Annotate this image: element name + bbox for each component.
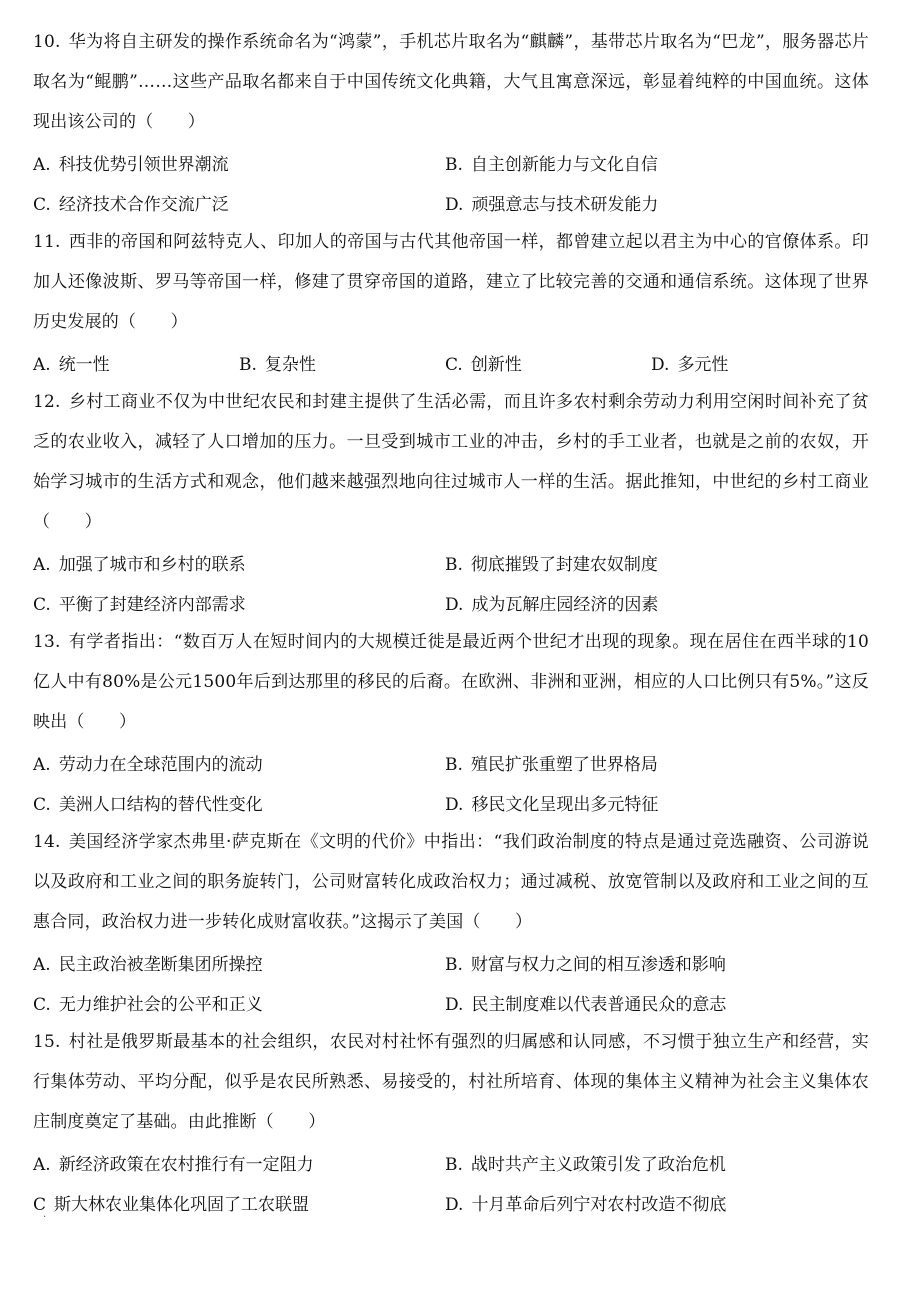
options-row xyxy=(33,742,869,782)
option-letter: B. xyxy=(445,554,463,575)
option-letter: B. xyxy=(445,954,463,975)
option-text: 统一性 xyxy=(58,354,110,375)
options-row xyxy=(33,1182,869,1222)
option-text: 劳动力在全球范围内的流动 xyxy=(58,754,263,775)
options-group xyxy=(33,942,869,1022)
option-letter: A. xyxy=(33,354,51,375)
option-a[interactable] xyxy=(33,950,445,975)
option-d[interactable] xyxy=(445,590,857,615)
question-stem xyxy=(33,822,869,942)
option-text: 加强了城市和乡村的联系 xyxy=(58,554,246,575)
option-c[interactable] xyxy=(445,350,651,375)
option-c[interactable] xyxy=(33,790,445,815)
options-row xyxy=(33,982,869,1022)
option-letter: C. xyxy=(33,794,51,815)
option-text: 战时共产主义政策引发了政治危机 xyxy=(470,1154,726,1175)
question-number: 11. xyxy=(33,232,61,252)
question-text: 有学者指出：“数百万人在短时间内的大规模迁徙是最近两个世纪才出现的现象。现在居住在西半球的10亿人中有80%是公元1500年后到达那里的移民的后裔。在欧洲、非洲和亚洲，相应的人口比例只有5%。”这反映出（ ） xyxy=(33,632,869,732)
option-a[interactable] xyxy=(33,350,239,375)
options-row xyxy=(33,342,869,382)
option-text: 经济技术合作交流广泛 xyxy=(58,194,229,215)
option-letter: A. xyxy=(33,1154,51,1175)
question-13 xyxy=(33,622,869,822)
question-11 xyxy=(33,222,869,382)
option-text: 成为瓦解庄园经济的因素 xyxy=(471,594,659,615)
option-a[interactable] xyxy=(33,1150,445,1175)
option-b[interactable] xyxy=(239,350,445,375)
question-stem xyxy=(33,22,869,142)
options-row xyxy=(33,142,869,182)
option-d[interactable] xyxy=(445,790,857,815)
question-15 xyxy=(33,1022,869,1222)
question-text: 西非的帝国和阿兹特克人、印加人的帝国与古代其他帝国一样，都曾建立起以君主为中心的官僚体系。印加人还像波斯、罗马等帝国一样，修建了贯穿帝国的道路，建立了比较完善的交通和通信系统。这体现了世界历史发展的（ ） xyxy=(33,232,869,332)
option-text: 顽强意志与技术研发能力 xyxy=(471,194,659,215)
question-number: 10. xyxy=(33,32,61,52)
option-c[interactable] xyxy=(33,590,445,615)
option-b[interactable] xyxy=(445,750,857,775)
option-letter: D. xyxy=(445,994,464,1015)
options-group xyxy=(33,542,869,622)
question-text: 华为将自主研发的操作系统命名为“鸿蒙”，手机芯片取名为“麒麟”，基带芯片取名为“巴龙”，服务器芯片取名为“鲲鹏”……这些产品取名都来自于中国传统文化典籍，大气且寓意深远，彰显着纯粹的中国血统。这体现出该公司的（ ） xyxy=(33,32,869,132)
option-letter: D. xyxy=(445,594,464,615)
option-letter: D. xyxy=(445,794,464,815)
question-stem xyxy=(33,1022,869,1142)
option-b[interactable] xyxy=(445,150,857,175)
option-a[interactable] xyxy=(33,150,445,175)
option-c[interactable] xyxy=(33,1190,445,1215)
option-d[interactable] xyxy=(651,350,857,375)
options-group xyxy=(33,742,869,822)
option-letter: C. xyxy=(33,194,51,215)
option-b[interactable] xyxy=(445,1150,857,1175)
option-c[interactable] xyxy=(33,990,445,1015)
options-row xyxy=(33,582,869,622)
question-stem xyxy=(33,222,869,342)
option-text: 新经济政策在农村推行有一定阻力 xyxy=(58,1154,314,1175)
question-14 xyxy=(33,822,869,1022)
question-10 xyxy=(33,22,869,222)
question-text: 村社是俄罗斯最基本的社会组织，农民对村社怀有强烈的归属感和认同感，不习惯于独立生产和经营，实行集体劳动、平均分配，似乎是农民所熟悉、易接受的，村社所培育、体现的集体主义精神为社会主义集体农庄制度奠定了基础。由此推断（ ） xyxy=(33,1032,869,1132)
option-letter: D. xyxy=(651,354,670,375)
option-text: 创新性 xyxy=(470,354,522,375)
options-row xyxy=(33,782,869,822)
question-text: 美国经济学家杰弗里·萨克斯在《文明的代价》中指出：“我们政治制度的特点是通过竞选融资、公司游说以及政府和工业之间的职务旋转门，公司财富转化成政治权力；通过减税、放宽管制以及政府和工业之间的互惠合同，政治权力进一步转化成财富收获。”这揭示了美国（ ） xyxy=(33,832,869,932)
option-text: 美洲人口结构的替代性变化 xyxy=(58,794,263,815)
option-text: 无力维护社会的公平和正义 xyxy=(58,994,263,1015)
option-letter: C xyxy=(33,1194,47,1215)
stray-mark: · xyxy=(43,1212,47,1223)
option-letter: A. xyxy=(33,954,51,975)
option-letter: B. xyxy=(239,354,257,375)
option-text: 彻底摧毁了封建农奴制度 xyxy=(470,554,658,575)
option-a[interactable] xyxy=(33,750,445,775)
option-text: 民主政治被垄断集团所操控 xyxy=(58,954,263,975)
option-b[interactable] xyxy=(445,950,857,975)
option-letter: C. xyxy=(33,594,51,615)
option-text: 复杂性 xyxy=(264,354,316,375)
option-letter: D. xyxy=(445,1194,464,1215)
options-row xyxy=(33,1142,869,1182)
option-d[interactable] xyxy=(445,990,857,1015)
option-text: 科技优势引领世界潮流 xyxy=(58,154,229,175)
option-text: 平衡了封建经济内部需求 xyxy=(58,594,246,615)
option-text: 殖民扩张重塑了世界格局 xyxy=(470,754,658,775)
option-letter: B. xyxy=(445,1154,463,1175)
option-letter: A. xyxy=(33,754,51,775)
option-letter: B. xyxy=(445,154,463,175)
question-sheet xyxy=(33,22,869,1222)
option-text: 多元性 xyxy=(677,354,729,375)
options-group xyxy=(33,342,869,382)
question-number: 14. xyxy=(33,832,61,852)
option-d[interactable] xyxy=(445,1190,857,1215)
option-d[interactable] xyxy=(445,190,857,215)
option-text: 移民文化呈现出多元特征 xyxy=(471,794,659,815)
option-letter: A. xyxy=(33,154,51,175)
option-letter: C. xyxy=(33,994,51,1015)
question-stem xyxy=(33,382,869,542)
option-text: 斯大林农业集体化巩固了工农联盟 xyxy=(54,1194,310,1215)
option-a[interactable] xyxy=(33,550,445,575)
options-group xyxy=(33,1142,869,1222)
option-letter: C. xyxy=(445,354,463,375)
question-number: 12. xyxy=(33,392,61,412)
option-c[interactable] xyxy=(33,190,445,215)
option-letter: D. xyxy=(445,194,464,215)
option-b[interactable] xyxy=(445,550,857,575)
options-row xyxy=(33,942,869,982)
question-text: 乡村工商业不仅为中世纪农民和封建主提供了生活必需，而且许多农村剩余劳动力利用空闲时间补充了贫乏的农业收入，减轻了人口增加的压力。一旦受到城市工业的冲击，乡村的手工业者，也就是之前的农奴，开始学习城市的生活方式和观念，他们越来越强烈地向往过城市人一样的生活。据此推知，中世纪的乡村工商业（ ） xyxy=(33,392,869,532)
question-number: 15. xyxy=(33,1032,61,1052)
question-stem xyxy=(33,622,869,742)
options-row xyxy=(33,182,869,222)
options-group xyxy=(33,142,869,222)
option-text: 十月革命后列宁对农村改造不彻底 xyxy=(471,1194,727,1215)
option-text: 民主制度难以代表普通民众的意志 xyxy=(471,994,727,1015)
option-letter: B. xyxy=(445,754,463,775)
options-row xyxy=(33,542,869,582)
option-text: 财富与权力之间的相互渗透和影响 xyxy=(470,954,726,975)
option-letter: A. xyxy=(33,554,51,575)
question-12 xyxy=(33,382,869,622)
question-number: 13. xyxy=(33,632,61,652)
option-text: 自主创新能力与文化自信 xyxy=(470,154,658,175)
